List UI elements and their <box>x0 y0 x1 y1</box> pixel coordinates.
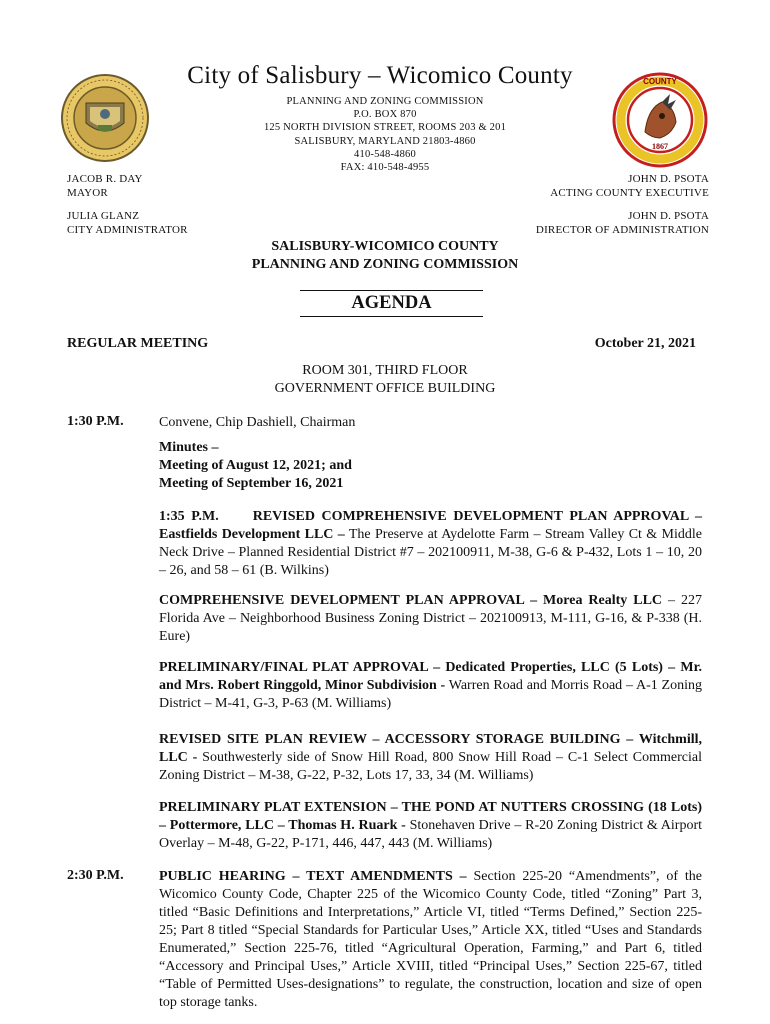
address-line: P.O. BOX 870 <box>353 109 417 121</box>
official-title: ACTING COUNTY EXECUTIVE <box>550 186 709 199</box>
director-of-administration-block <box>536 210 709 237</box>
item-details: Stonehaven Drive – R-20 Zoning District & Airport Overlay – M-48, G-22, P-171, 446, 447, 443 (M. Williams) <box>159 818 702 851</box>
minutes-line: Minutes – <box>159 440 219 455</box>
item-heading: PUBLIC HEARING – TEXT AMENDMENTS – <box>159 869 467 884</box>
agenda-top-rule <box>300 290 483 291</box>
agenda-item-witchmill <box>159 731 702 785</box>
address-line: 125 NORTH DIVISION STREET, ROOMS 203 & 201 <box>263 122 507 134</box>
official-title: CITY ADMINISTRATOR <box>67 223 188 236</box>
official-name: JOHN D. PSOTA <box>628 210 709 222</box>
agenda-title: AGENDA <box>351 293 432 313</box>
address-line: PLANNING AND ZONING COMMISSION <box>286 96 484 107</box>
time-1-30: 1:30 P.M. <box>67 414 124 429</box>
item-heading: REVISED COMPREHENSIVE DEVELOPMENT PLAN APPROVAL – Eastfields Development LLC – <box>159 509 702 542</box>
heading-line: PLANNING AND ZONING COMMISSION <box>251 257 519 272</box>
agenda-item-morea-realty <box>159 592 702 646</box>
meeting-date: October 21, 2021 <box>594 336 696 351</box>
item-time: 1:35 P.M. <box>159 509 219 524</box>
city-administrator-block <box>67 210 188 237</box>
mayor-block <box>67 173 143 200</box>
item-details: Section 225-20 “Amendments”, of the Wicomico County Code, Chapter 225 of the Wicomico County Code, titled “Zoning” Part 3, titled “Basic Definitions and Interpretations,” Article VI, titled “Terms Defined,” Section 225-25; Part 8 titled “Special Standards for Particular Uses,” Article XX, titled “Uses and Standards Enumerated,” Section 225-76, titled “Agricultural Operation, Farming,” and Part 6, titled “Accessory and Principal Uses,” Article XVIII, titled “Principal Uses,” Section 225-67, titled “Table of Permitted Uses-designations” to regulate, the construction, location and size of open top storage tanks. <box>159 869 702 1010</box>
item-details: Warren Road and Morris Road – A-1 Zoning District – M-41, G-3, P-63 (M. Williams) <box>159 678 702 711</box>
agenda-item-pond-at-nutters-crossing <box>159 799 702 853</box>
location-line: GOVERNMENT OFFICE BUILDING <box>274 381 496 396</box>
minutes-line: Meeting of September 16, 2021 <box>159 476 344 491</box>
minutes-item <box>159 439 702 493</box>
svg-text:1867: 1867 <box>652 142 668 151</box>
meeting-type: REGULAR MEETING <box>67 336 209 351</box>
heading-line: SALISBURY-WICOMICO COUNTY <box>271 239 499 254</box>
wicomico-county-seal <box>612 72 708 168</box>
official-title: MAYOR <box>67 186 108 199</box>
agenda-bottom-rule <box>300 316 483 317</box>
item-heading: COMPREHENSIVE DEVELOPMENT PLAN APPROVAL – Morea Realty LLC <box>159 593 663 608</box>
official-name: JULIA GLANZ <box>67 210 140 222</box>
address-line: 410-548-4860 <box>354 148 416 160</box>
item-details: The Preserve at Aydelotte Farm – Stream Valley Ct & Middle Neck Drive – Planned Residential District #7 – 202100911, M-38, G-6 & P-432, Lots 1 – 10, 20 – 26, and 58 – 61 (B. Wilkins) <box>159 527 702 578</box>
letterhead-title: City of Salisbury – Wicomico County <box>187 62 573 89</box>
item-heading: PRELIMINARY PLAT EXTENSION – THE POND AT NUTTERS CROSSING (18 Lots) – Pottermore, LLC – Thomas H. Ruark - <box>159 800 702 833</box>
item-heading: PRELIMINARY/FINAL PLAT APPROVAL – Dedicated Properties, LLC (5 Lots) – Mr. and Mrs. Robert Ringgold, Minor Subdivision - <box>159 660 702 693</box>
agenda-item-public-hearing <box>159 868 702 1012</box>
meeting-location <box>185 362 585 398</box>
city-of-salisbury-seal <box>60 73 150 163</box>
svg-text:COUNTY: COUNTY <box>643 77 677 86</box>
commission-heading <box>150 238 620 274</box>
minutes-line: Meeting of August 12, 2021; and <box>159 458 352 473</box>
agenda-item-dedicated-properties <box>159 659 702 713</box>
agenda-item-eastfields <box>159 508 702 580</box>
item-heading: REVISED SITE PLAN REVIEW – ACCESSORY STORAGE BUILDING – Witchmill, LLC - <box>159 732 702 765</box>
item-details: – 227 Florida Ave – Neighborhood Business Zoning District – 202100913, M-111, G-16, & P-338 (H. Eure) <box>159 593 702 644</box>
time-2-30: 2:30 P.M. <box>67 868 124 883</box>
official-name: JACOB R. DAY <box>67 173 143 185</box>
convene-item: Convene, Chip Dashiell, Chairman <box>159 415 356 430</box>
location-line: ROOM 301, THIRD FLOOR <box>302 363 468 378</box>
item-details: Southwesterly side of Snow Hill Road, 800 Snow Hill Road – C-1 Select Commercial Zoning District – M-38, G-22, P-32, Lots 17, 33, 34 (M. Williams) <box>159 750 702 783</box>
official-name: JOHN D. PSOTA <box>628 173 709 185</box>
address-line: SALISBURY, MARYLAND 21803-4860 <box>294 135 476 147</box>
county-executive-block <box>550 173 709 200</box>
official-title: DIRECTOR OF ADMINISTRATION <box>535 223 709 236</box>
letterhead-address <box>200 95 570 174</box>
address-line: FAX: 410-548-4955 <box>340 162 430 174</box>
